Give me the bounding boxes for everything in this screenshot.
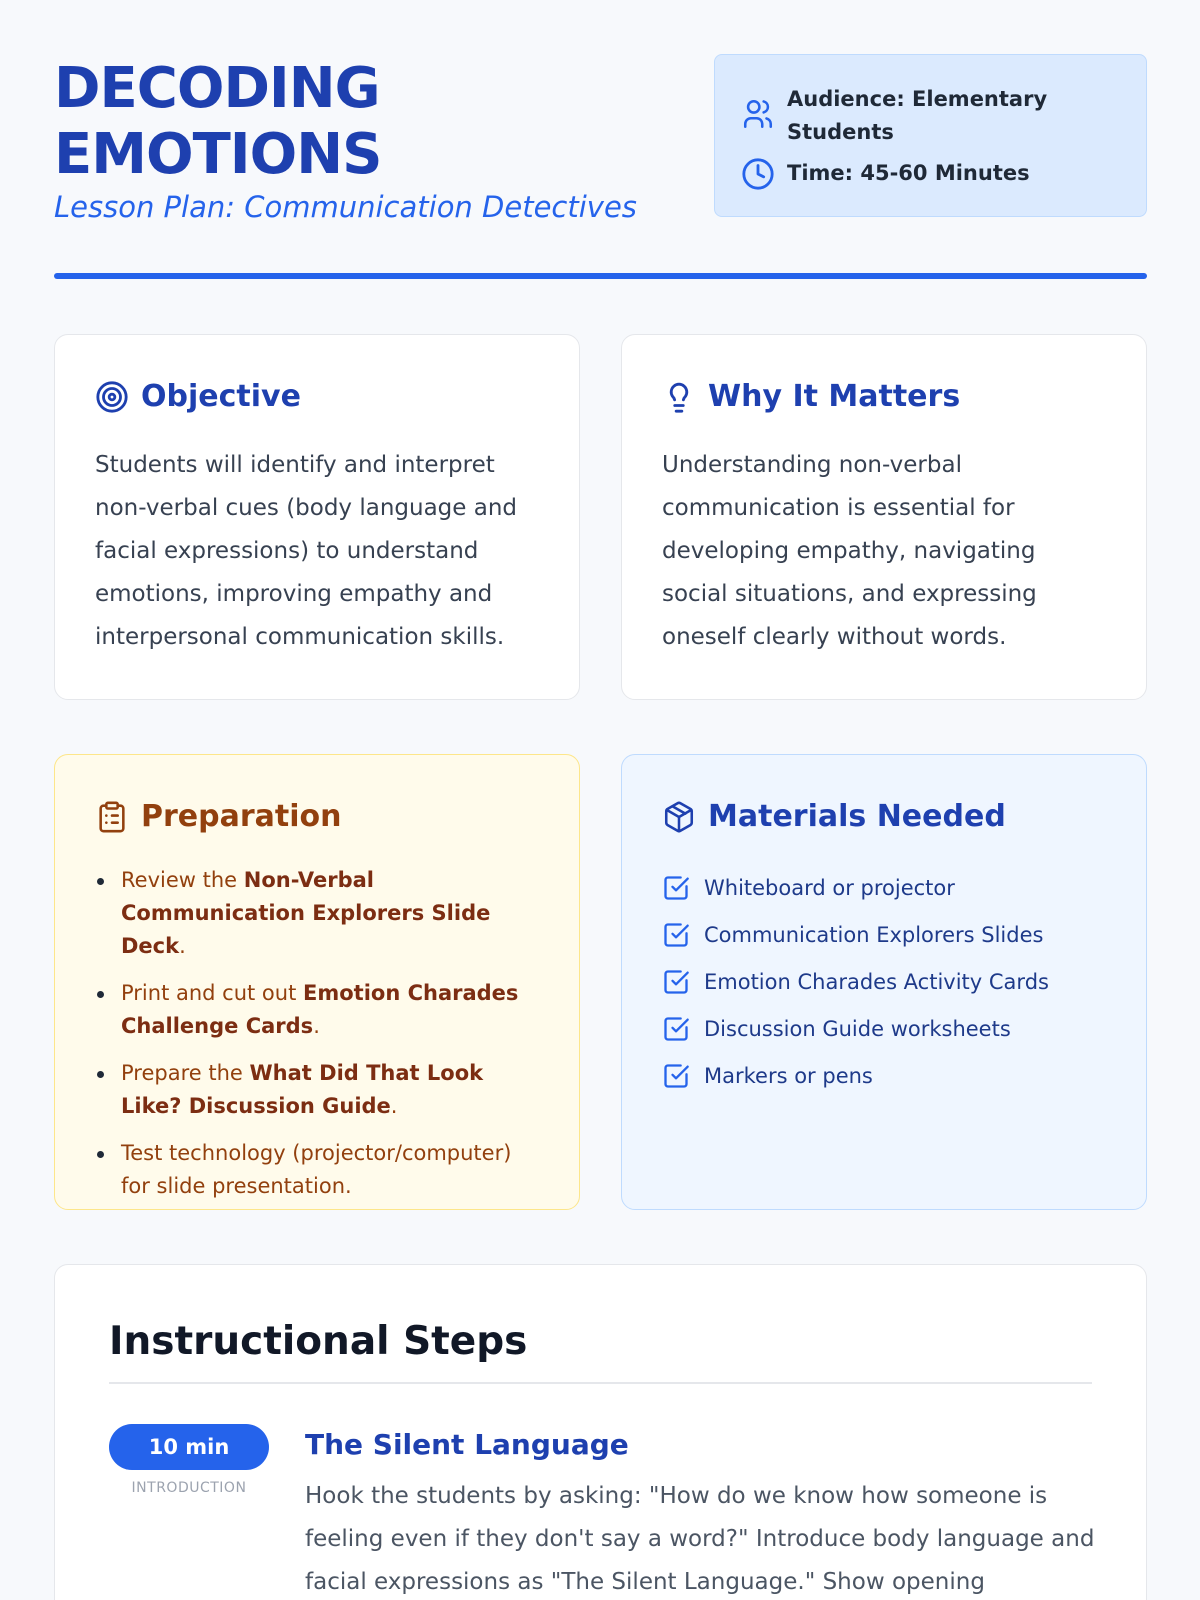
material-label: Emotion Charades Activity Cards	[704, 969, 1049, 994]
prep-text: .	[179, 934, 186, 958]
material-label: Communication Explorers Slides	[704, 922, 1044, 947]
step-description: Hook the students by asking: "How do we know how someone is feeling even if they don't say a word?" Introduce body language and facial expressions as "The Silent Language." Show opening	[305, 1483, 1095, 1595]
step-meta	[109, 1424, 305, 1600]
material-label: Discussion Guide worksheets	[704, 1016, 1011, 1041]
prep-text: .	[313, 1014, 320, 1038]
material-item	[662, 1005, 1106, 1052]
preparation-list	[95, 864, 539, 1203]
target-icon	[95, 380, 129, 414]
header	[54, 0, 1147, 280]
duration-badge: 10 min	[109, 1424, 269, 1470]
phase-label: INTRODUCTION	[131, 1480, 247, 1496]
time-row	[741, 157, 1126, 191]
header-divider	[54, 273, 1147, 279]
why-title: Why It Matters	[708, 379, 961, 414]
title-line-2: EMOTIONS	[54, 122, 382, 187]
material-label: Markers or pens	[704, 1063, 873, 1088]
checkbox-checked-icon	[662, 1062, 690, 1090]
why-it-matters-card	[621, 334, 1147, 700]
prep-bold-text: What Did That Look Like? Discussion Guide	[121, 1061, 484, 1118]
checkbox-checked-icon	[662, 1015, 690, 1043]
preparation-item	[95, 1137, 539, 1203]
material-item	[662, 911, 1106, 958]
objective-title: Objective	[141, 379, 301, 414]
package-icon	[662, 800, 696, 834]
checkbox-checked-icon	[662, 874, 690, 902]
prep-bold-text: Emotion Charades Challenge Cards	[121, 981, 519, 1038]
steps-title: Instructional Steps	[109, 1319, 1092, 1384]
clipboard-icon	[95, 800, 129, 834]
step-item	[109, 1424, 1095, 1600]
page-subtitle: Lesson Plan: Communication Detectives	[54, 190, 637, 224]
audience-row	[741, 83, 1126, 149]
materials-card	[621, 754, 1147, 1210]
prep-text: Prepare the	[121, 1061, 250, 1085]
objective-text: Students will identify and interpret non-verbal cues (body language and facial expressions) to understand emotions, improving empathy and interpersonal communication skills.	[95, 452, 518, 650]
instructional-steps-card	[54, 1264, 1147, 1600]
preparation-header	[95, 799, 539, 834]
prep-text: Review the	[121, 868, 244, 892]
materials-title: Materials Needed	[708, 799, 1006, 834]
checkbox-checked-icon	[662, 921, 690, 949]
prep-bold-text: Non-Verbal Communication Explorers Slide Deck	[121, 868, 491, 958]
audience-text: Audience: Elementary Students	[787, 87, 1048, 144]
lightbulb-icon	[662, 380, 696, 414]
time-text: Time: 45-60 Minutes	[787, 161, 1030, 185]
why-header	[662, 379, 1106, 414]
preparation-card	[54, 754, 580, 1210]
checkbox-checked-icon	[662, 968, 690, 996]
preparation-item	[95, 864, 539, 963]
material-label: Whiteboard or projector	[704, 875, 955, 900]
prep-text: Print and cut out	[121, 981, 303, 1005]
material-item	[662, 958, 1106, 1005]
objective-header	[95, 379, 539, 414]
material-item	[662, 864, 1106, 911]
title-line-1: DECODING	[54, 56, 380, 121]
users-icon	[741, 97, 775, 131]
materials-list	[662, 864, 1106, 1099]
prep-text: .	[390, 1094, 398, 1118]
step-title: The Silent Language	[305, 1428, 629, 1461]
preparation-item	[95, 977, 539, 1043]
materials-header	[662, 799, 1106, 834]
why-text: Understanding non-verbal communication is essential for developing empathy, navigating social situations, and expressing oneself clearly without words.	[662, 452, 1037, 650]
prep-text: Test technology (projector/computer) for slide presentation.	[121, 1141, 512, 1198]
material-item	[662, 1052, 1106, 1099]
page-title	[54, 56, 654, 188]
lesson-plan-page	[54, 0, 1147, 1595]
clock-icon	[741, 157, 775, 191]
objective-card	[54, 334, 580, 700]
lesson-meta-box	[714, 54, 1147, 217]
step-content	[305, 1424, 1095, 1600]
preparation-title: Preparation	[141, 799, 342, 834]
preparation-item	[95, 1057, 539, 1123]
